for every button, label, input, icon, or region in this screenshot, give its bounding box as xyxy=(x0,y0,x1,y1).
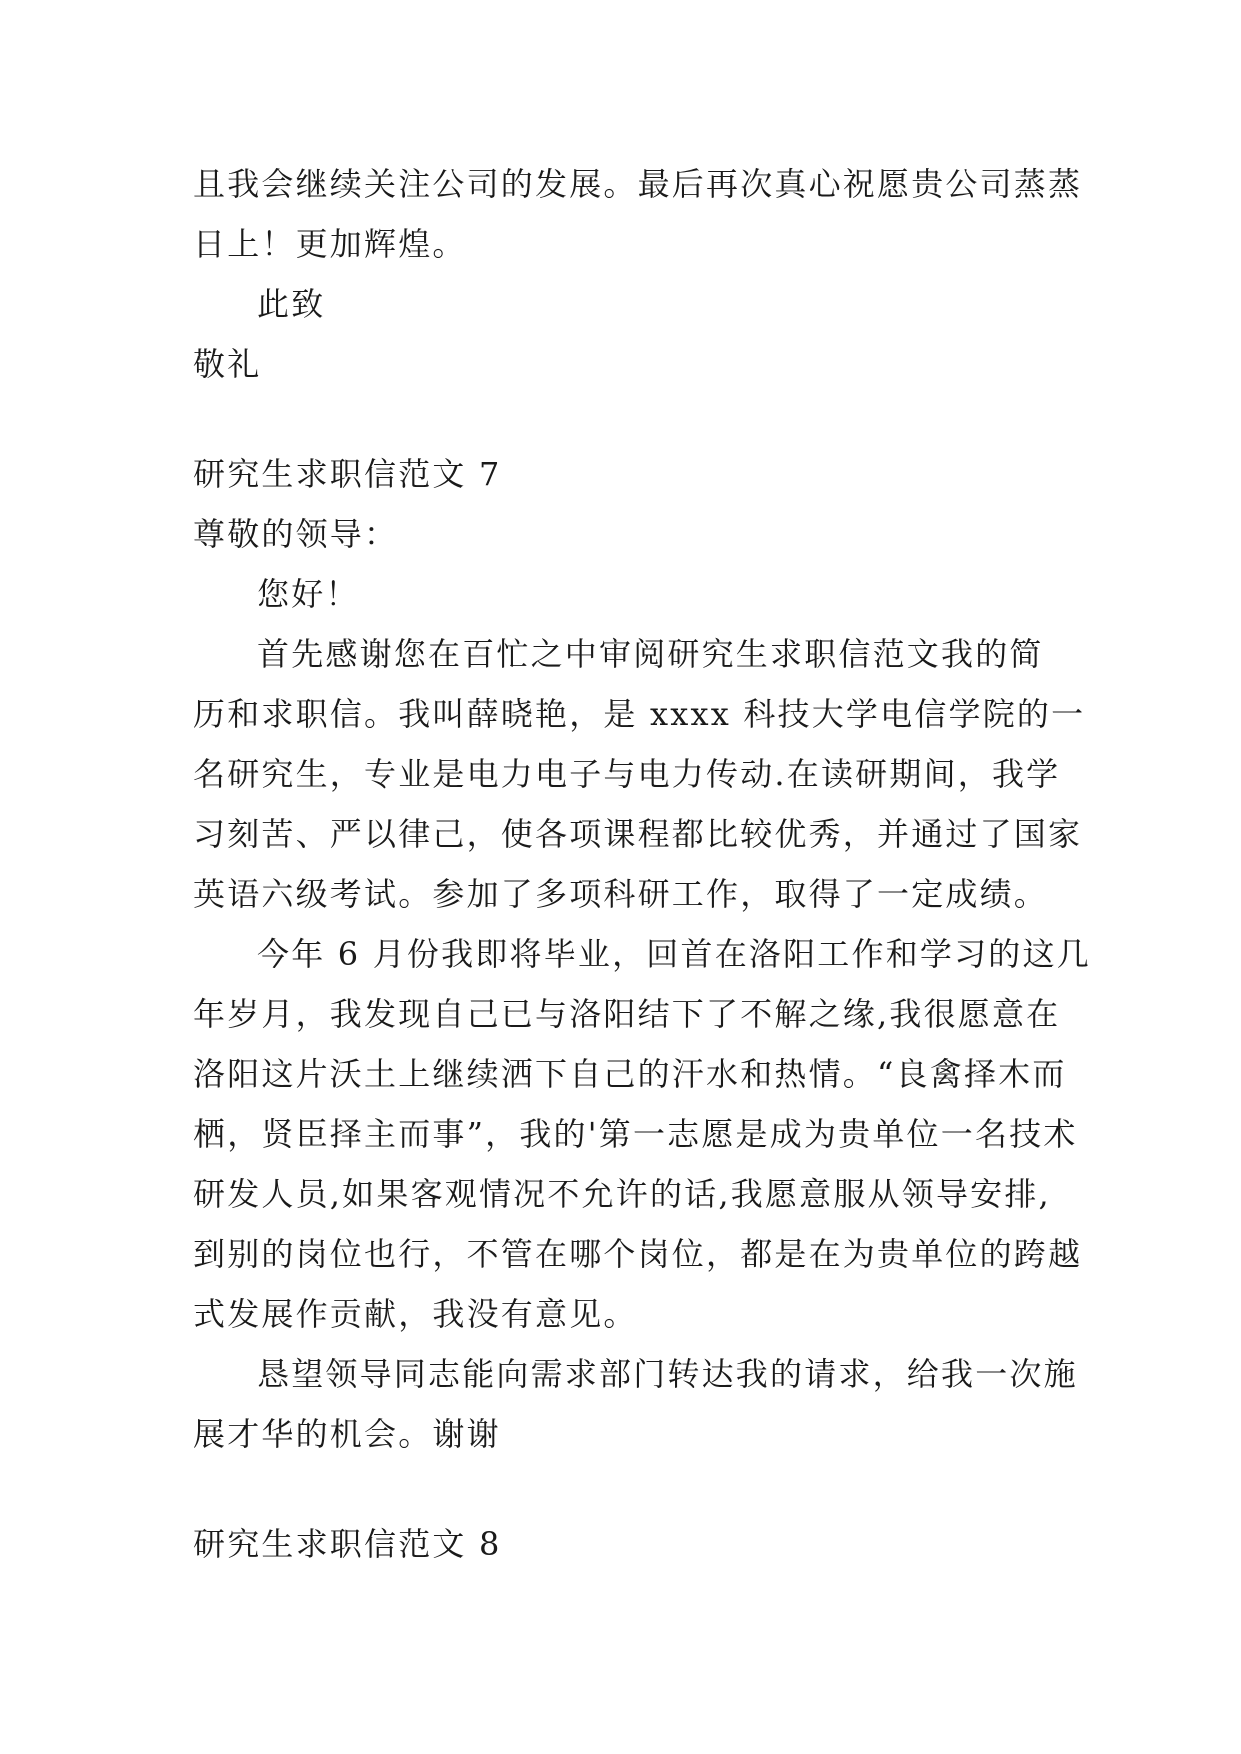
para2-line-5: 研发人员,如果客观情况不允许的话,我愿意服从领导安排, xyxy=(193,1175,1051,1213)
salutation: 尊敬的领导： xyxy=(193,515,399,553)
para1-line-1: 首先感谢您在百忙之中审阅研究生求职信范文我的简 xyxy=(257,635,1044,673)
section-7-heading: 研究生求职信范文 7 xyxy=(193,455,502,493)
section-8-heading: 研究生求职信范文 8 xyxy=(193,1525,502,1563)
para2-line-6: 到别的岗位也行，不管在哪个岗位，都是在为贵单位的跨越 xyxy=(193,1235,1083,1273)
para1-line-3: 名研究生，专业是电力电子与电力传动.在读研期间，我学 xyxy=(193,755,1061,793)
para2-line-7: 式发展作贡献，我没有意见。 xyxy=(193,1295,638,1333)
regards-line-2: 敬礼 xyxy=(193,345,262,383)
para2-line-1: 今年 6 月份我即将毕业，回首在洛阳工作和学习的这几 xyxy=(257,935,1091,973)
closing-paragraph-line-1: 且我会继续关注公司的发展。最后再次真心祝愿贵公司蒸蒸 xyxy=(193,165,1083,203)
para2-line-2: 年岁月，我发现自己已与洛阳结下了不解之缘,我很愿意在 xyxy=(193,995,1061,1033)
closing-paragraph-line-2: 日上！更加辉煌。 xyxy=(193,225,467,263)
para2-line-4: 栖，贤臣择主而事”，我的'第一志愿是成为贵单位一名技术 xyxy=(193,1115,1078,1153)
para3-line-2: 展才华的机会。谢谢 xyxy=(193,1415,501,1453)
para1-line-5: 英语六级考试。参加了多项科研工作，取得了一定成绩。 xyxy=(193,875,1049,913)
para1-line-4: 习刻苦、严以律己，使各项课程都比较优秀，并通过了国家 xyxy=(193,815,1083,853)
para1-line-2: 历和求职信。我叫薛晓艳，是 xxxx 科技大学电信学院的一 xyxy=(193,695,1086,733)
para3-line-1: 恳望领导同志能向需求部门转达我的请求，给我一次施 xyxy=(257,1355,1078,1393)
regards-line-1: 此致 xyxy=(257,285,326,323)
greeting: 您好！ xyxy=(257,575,360,613)
para2-line-3: 洛阳这片沃土上继续洒下自己的汗水和热情。“良禽择木而 xyxy=(193,1055,1067,1093)
